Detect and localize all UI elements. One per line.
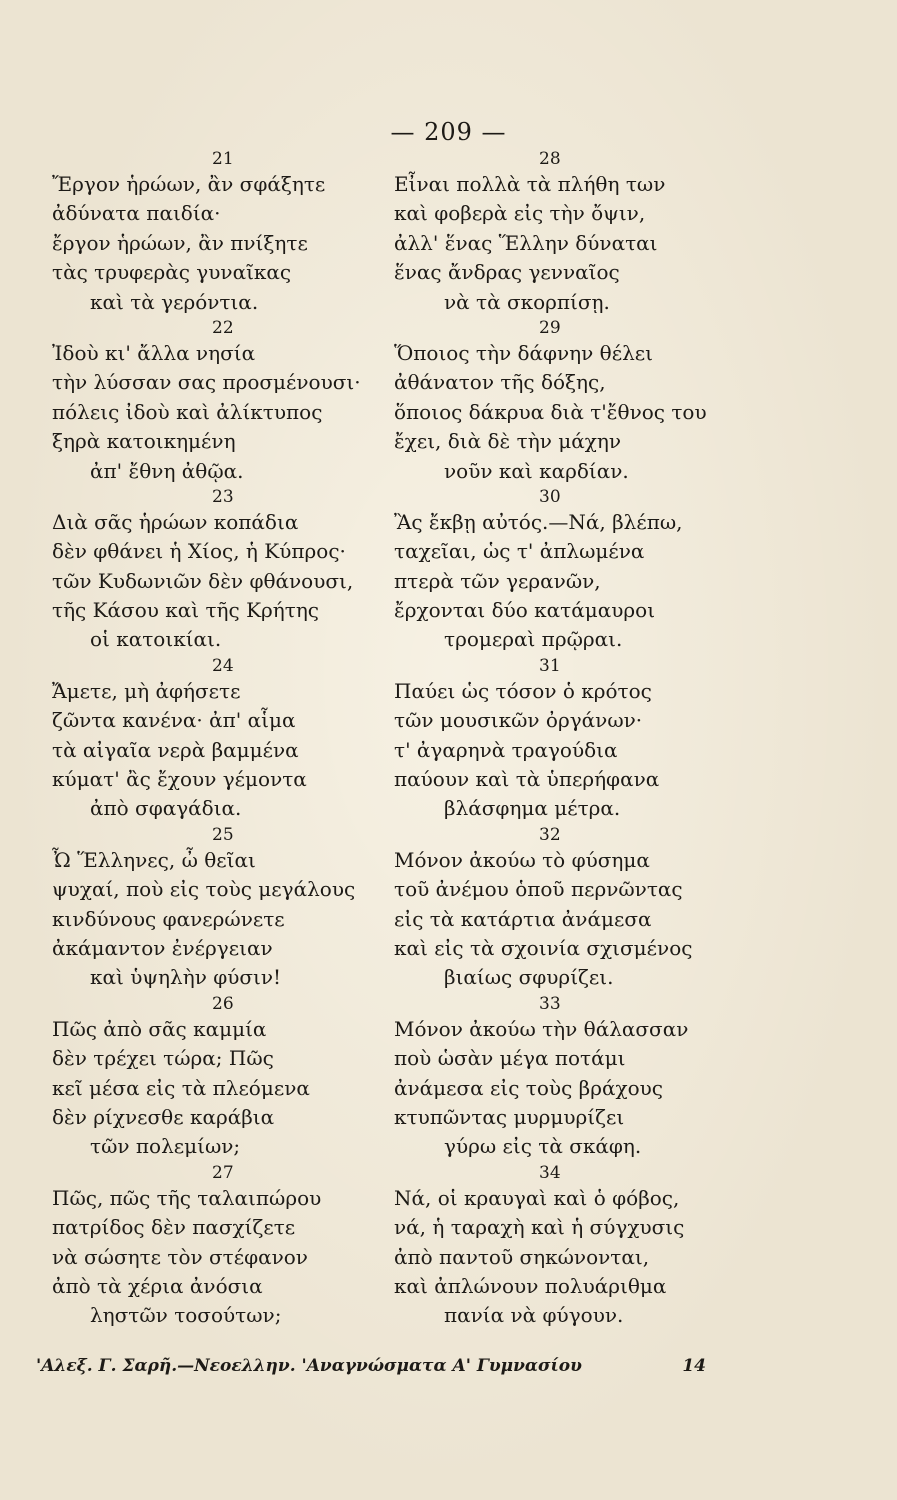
verse-line: τὴν λύσσαν σας προσμένουσι· xyxy=(52,370,361,395)
page-footer xyxy=(36,1356,716,1384)
stanza xyxy=(364,317,720,486)
verse-line: καὶ φοβερὰ εἰς τὴν ὄψιν, xyxy=(394,201,646,226)
verse-line: Διὰ σᾶς ἡρώων κοπάδια xyxy=(52,509,299,534)
verse-line: πόλεις ἰδοὺ καὶ ἀλίκτυπος xyxy=(52,399,323,424)
verse-line: Ὦ Ἕλληνες, ὦ θεῖαι xyxy=(52,847,256,872)
verse-line: πτερὰ τῶν γερανῶν, xyxy=(394,568,601,593)
stanza-number: 32 xyxy=(539,824,561,845)
verse-line: ψυχαί, ποὺ εἰς τοὺς μεγάλους xyxy=(52,877,356,902)
verse-line: καὶ εἰς τὰ σχοινία σχισμένος xyxy=(394,935,693,960)
verse-line: ληστῶν τοσούτων; xyxy=(90,1303,282,1328)
verse-line: ποὺ ὡσὰν μέγα ποτάμι xyxy=(394,1046,626,1071)
stanza xyxy=(364,148,720,317)
stanza xyxy=(14,993,374,1162)
verse-line: ἀπὸ τὰ χέρια ἀνόσια xyxy=(52,1273,263,1298)
stanza-number: 34 xyxy=(539,1162,561,1183)
printer-signature: 14 xyxy=(682,1356,706,1376)
right-column xyxy=(364,148,720,1331)
verse-line: δὲν φθάνει ἡ Χίος, ἡ Κύπρος· xyxy=(52,539,346,564)
verse-line: ἕνας ἄνδρας γενναῖος xyxy=(394,260,620,285)
verse-line: ἔχει, διὰ δὲ τὴν μάχην xyxy=(394,429,621,454)
verse-line: Πῶς ἀπὸ σᾶς καμμία xyxy=(52,1016,267,1041)
verse-line: ἔρχονται δύο κατάμαυροι xyxy=(394,598,656,623)
verse-line: βιαίως σφυρίζει. xyxy=(444,965,614,990)
verse-line: τοῦ ἀνέμου ὁποῦ περνῶντας xyxy=(394,877,683,902)
stanza xyxy=(14,655,374,824)
stanza xyxy=(14,148,374,317)
verse-line: Πῶς, πῶς τῆς ταλαιπώρου xyxy=(52,1185,322,1210)
stanza-number: 31 xyxy=(539,655,561,676)
verse-line: τῶν Κυδωνιῶν δὲν φθάνουσι, xyxy=(52,568,354,593)
verse-line: νὰ τὰ σκορπίσῃ. xyxy=(444,289,610,314)
stanza xyxy=(364,993,720,1162)
stanza xyxy=(364,1162,720,1331)
verse-line: Νά, οἱ κραυγαὶ καὶ ὁ φόβος, xyxy=(394,1185,680,1210)
verse-line: πανία νὰ φύγουν. xyxy=(444,1303,624,1328)
verse-line: Μόνον ἀκούω τὴν θάλασσαν xyxy=(394,1016,689,1041)
stanza xyxy=(364,824,720,993)
verse-line: παύουν καὶ τὰ ὑπερήφανα xyxy=(394,767,660,792)
verse-line: γύρω εἰς τὰ σκάφη. xyxy=(444,1134,642,1159)
verse-line: οἱ κατοικίαι. xyxy=(90,627,222,652)
verse-line: δὲν ρίχνεσθε καράβια xyxy=(52,1104,275,1129)
stanza-number: 30 xyxy=(539,486,561,507)
stanza-number: 26 xyxy=(212,993,234,1014)
verse-line: ἀδύνατα παιδία· xyxy=(52,201,221,226)
verse-line: τῶν μουσικῶν ὀργάνων· xyxy=(394,708,643,733)
stanza-number: 21 xyxy=(212,149,234,169)
stanza-number: 23 xyxy=(212,486,234,507)
verse-line: Εἶναι πολλὰ τὰ πλήθη των xyxy=(394,172,666,196)
verse-line: εἰς τὰ κατάρτια ἀνάμεσα xyxy=(394,906,652,931)
verse-line: ἔργον ἡρώων, ἂν πνίξητε xyxy=(52,230,308,255)
left-column xyxy=(14,148,374,1331)
stanza-number: 24 xyxy=(212,655,234,676)
verse-line: πατρίδος δὲν πασχίζετε xyxy=(52,1215,296,1240)
verse-line: ὅποιος δάκρυα διὰ τ'ἔθνος του xyxy=(394,399,707,424)
verse-line: κτυπῶντας μυρμυρίζει xyxy=(394,1104,625,1129)
verse-line: ἀθάνατον τῆς δόξης, xyxy=(394,370,606,395)
verse-line: νοῦν καὶ καρδίαν. xyxy=(444,458,629,483)
verse-line: ταχεῖαι, ὡς τ' ἀπλωμένα xyxy=(394,539,645,564)
verse-line: ἀνάμεσα εἰς τοὺς βράχους xyxy=(394,1075,663,1100)
verse-line: τ' ἀγαρηνὰ τραγούδια xyxy=(394,737,618,762)
verse-line: ἀλλ' ἕνας Ἕλλην δύναται xyxy=(394,230,658,255)
verse-line: ξηρὰ κατοικημένη xyxy=(52,429,236,454)
verse-line: τῆς Κάσου καὶ τῆς Κρήτης xyxy=(52,598,320,623)
verse-line: καὶ ὑψηλὴν φύσιν! xyxy=(90,965,282,990)
verse-line: τῶν πολεμίων; xyxy=(90,1134,241,1159)
stanza xyxy=(364,655,720,824)
verse-line: δὲν τρέχει τώρα; Πῶς xyxy=(52,1046,274,1071)
verse-line: ἀπὸ παντοῦ σηκώνονται, xyxy=(394,1244,650,1269)
stanza-number: 28 xyxy=(539,149,561,169)
verse-line: Παύει ὡς τόσον ὁ κρότος xyxy=(394,678,652,703)
verse-line: ἀπὸ σφαγάδια. xyxy=(90,796,242,821)
stanza-number: 22 xyxy=(212,317,234,338)
verse-line: Ἂς ἔκβῃ αὐτός.—Νά, βλέπω, xyxy=(394,509,683,534)
verse-line: τὰς τρυφερὰς γυναῖκας xyxy=(52,260,292,285)
verse-line: Ἄμετε, μὴ ἀφήσετε xyxy=(52,678,241,703)
verse-line: κινδύνους φανερώνετε xyxy=(52,906,285,931)
stanza xyxy=(364,486,720,655)
verse-line: τρομεραὶ πρῷραι. xyxy=(444,627,623,652)
verse-line: Ἔργον ἡρώων, ἂν σφάξητε xyxy=(52,172,326,196)
stanza xyxy=(14,1162,374,1331)
stanza-number: 25 xyxy=(212,824,234,845)
verse-line: Ἰδοὺ κι' ἄλλα νησία xyxy=(52,340,256,365)
verse-line: ἀπ' ἔθνη ἀθῷα. xyxy=(90,458,244,483)
verse-line: καὶ τὰ γερόντια. xyxy=(90,289,259,314)
stanza xyxy=(14,824,374,993)
stanza xyxy=(14,486,374,655)
stanza-number: 29 xyxy=(539,317,561,338)
verse-line: ἀκάμαντον ἐνέργειαν xyxy=(52,935,273,960)
verse-line: καὶ ἀπλώνουν πολυάριθμα xyxy=(394,1273,667,1298)
stanza-number: 33 xyxy=(539,993,561,1014)
verse-line: κύματ' ἂς ἔχουν γέμοντα xyxy=(52,767,307,792)
verse-line: νά, ἡ ταραχὴ καὶ ἡ σύγχυσις xyxy=(394,1215,685,1240)
page-number: — 209 — xyxy=(390,118,507,146)
stanza-number: 27 xyxy=(212,1162,234,1183)
verse-line: Μόνον ἀκούω τὸ φύσημα xyxy=(394,847,650,872)
verse-line: νὰ σώσητε τὸν στέφανον xyxy=(52,1244,308,1269)
stanza xyxy=(14,317,374,486)
footer-source: 'Αλεξ. Γ. Σαρῆ.—Νεοελλην. 'Αναγνώσματα Α' Γυμνασίου xyxy=(36,1356,582,1376)
verse-line: τὰ αἰγαῖα νερὰ βαμμένα xyxy=(52,737,299,762)
verse-line: ζῶντα κανένα· ἀπ' αἷμα xyxy=(52,708,296,733)
verse-line: βλάσφημα μέτρα. xyxy=(444,796,621,821)
verse-line: κεῖ μέσα εἰς τὰ πλεόμενα xyxy=(52,1075,310,1100)
verse-line: Ὅποιος τὴν δάφνην θέλει xyxy=(394,340,653,365)
